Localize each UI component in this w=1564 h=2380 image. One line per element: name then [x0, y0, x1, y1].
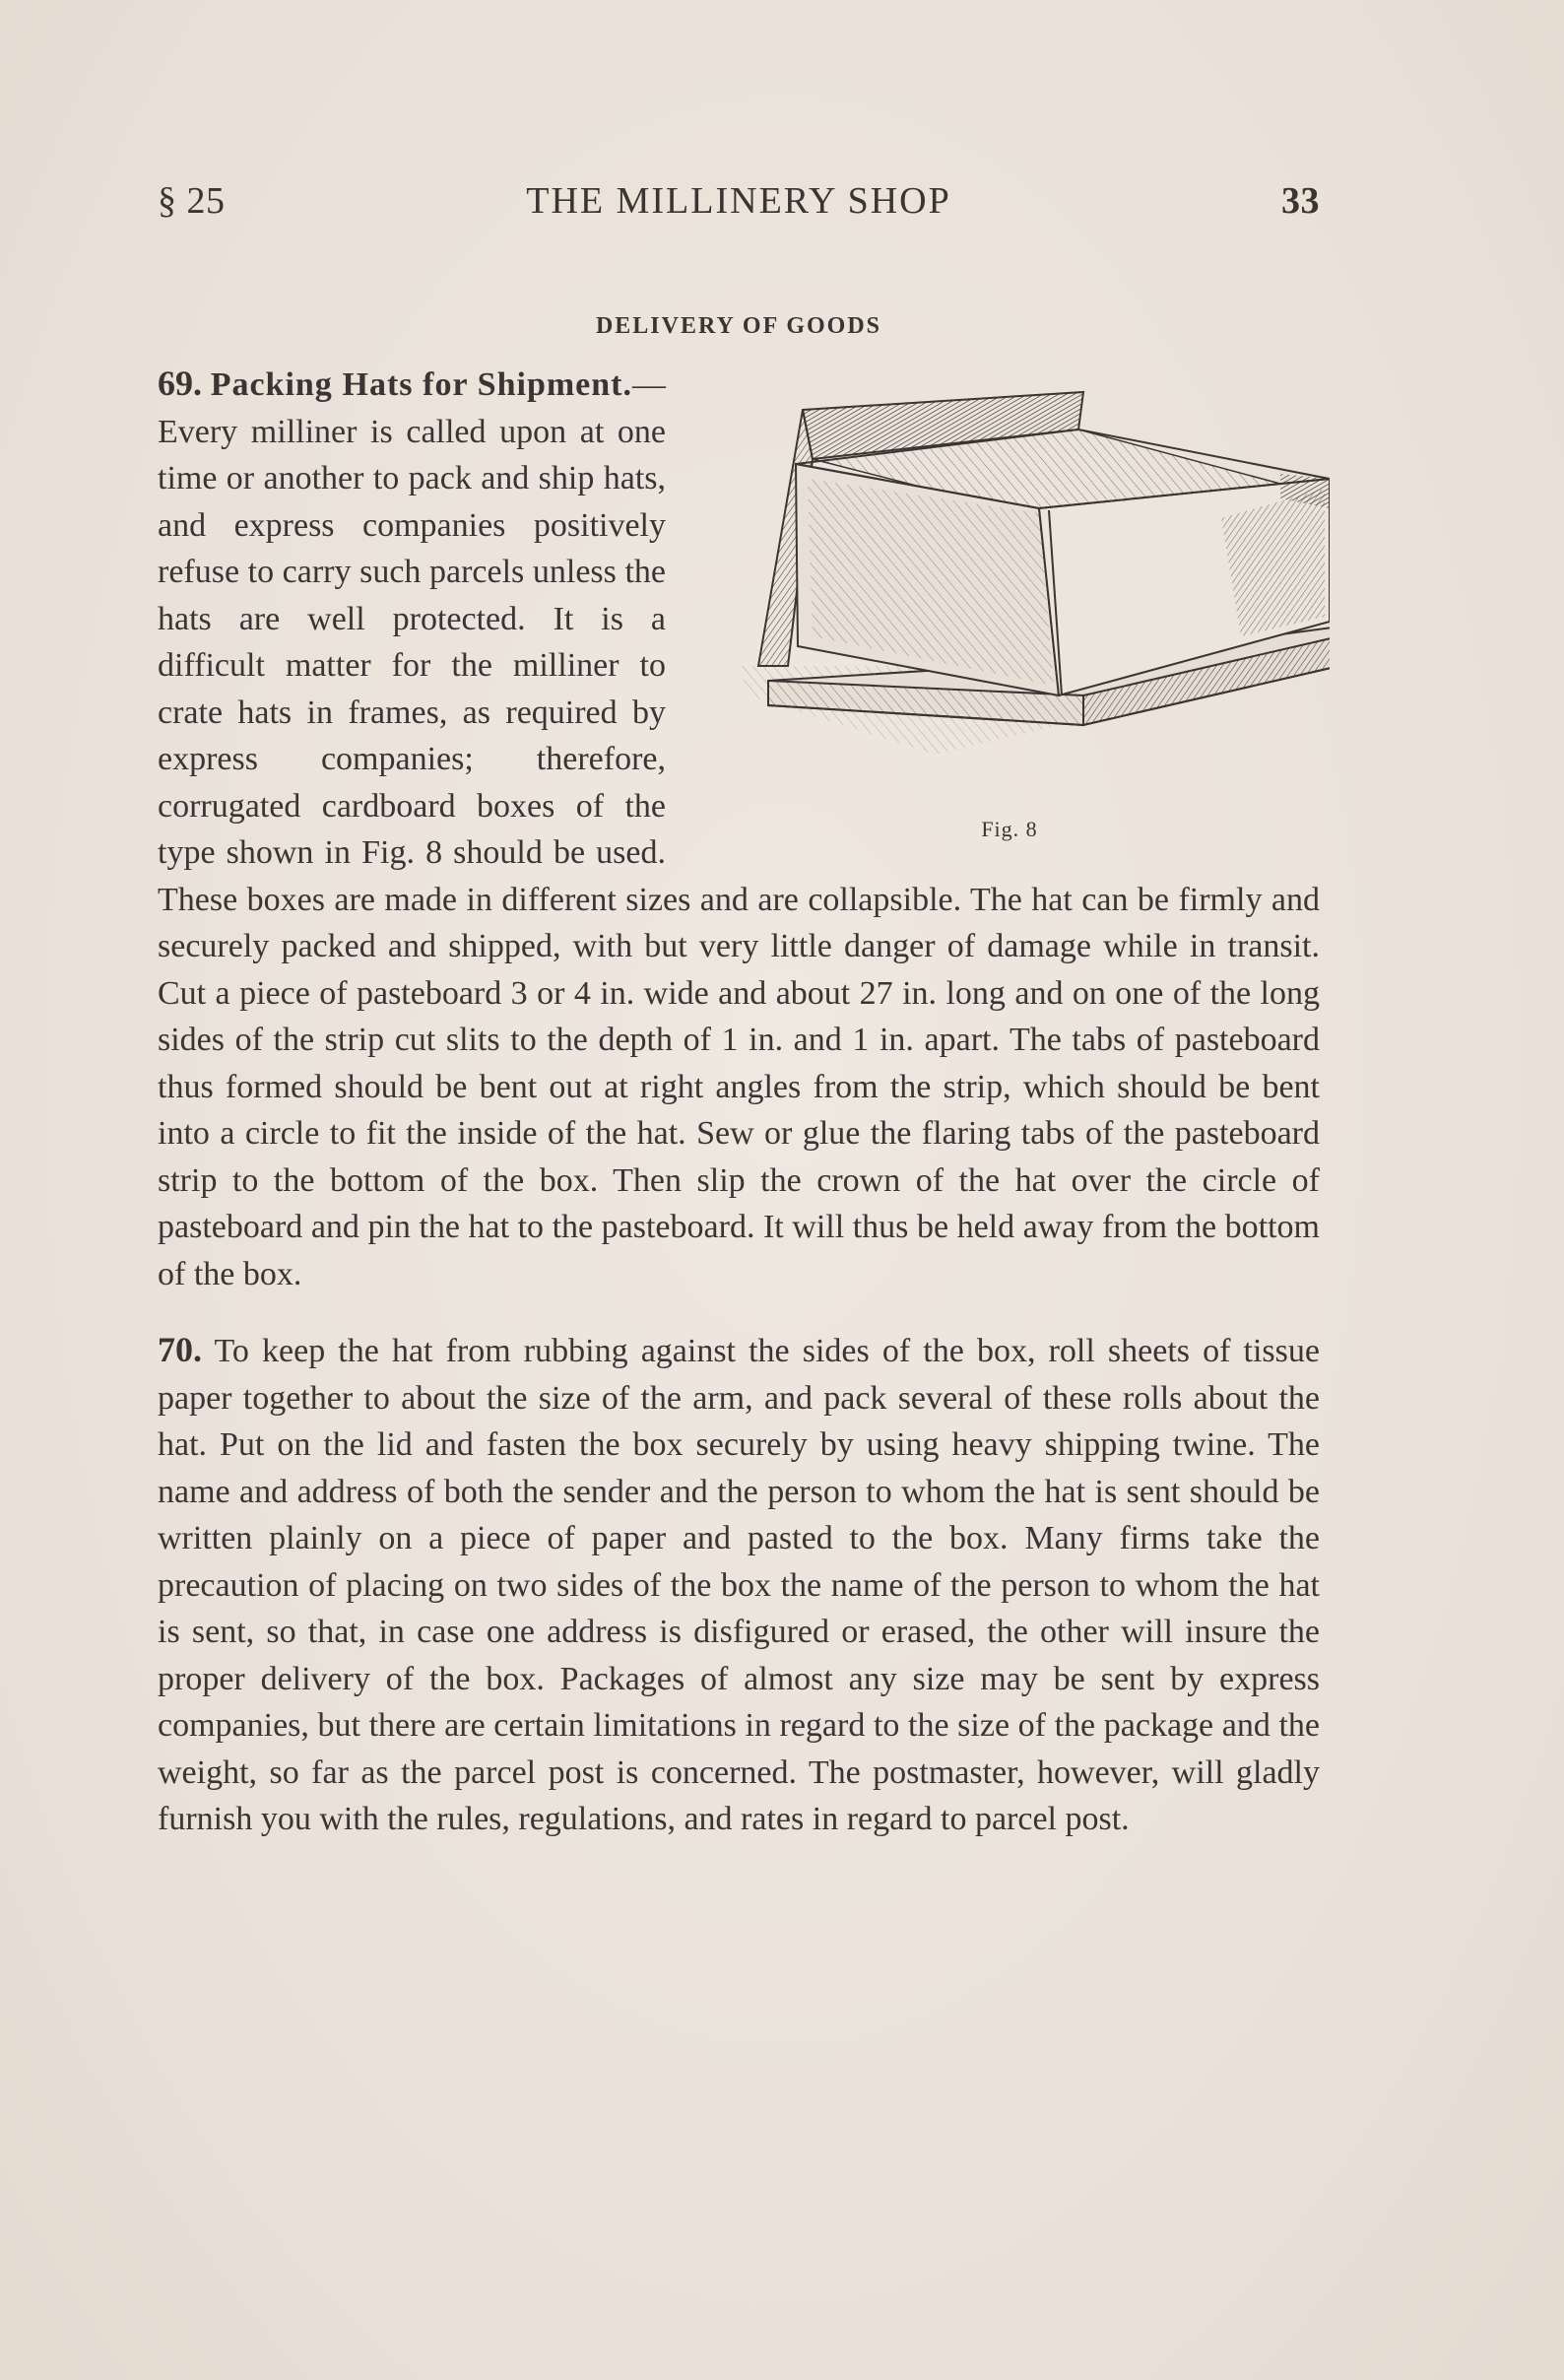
- body-text: [158, 361, 1320, 1843]
- figure-caption: Fig. 8: [981, 817, 1038, 841]
- paragraph-69: [158, 361, 1320, 1297]
- paragraph-text: —Every milliner is called upon at one time or another to pack and ship hats, and express companies positively refuse to carry such parcels unless the hats are well protected. It is a difficult matter for the milliner to crate hats in frames, as required by express companies; therefore, corrugated cardboard boxes of the type shown in Fig. 8 should be used. These boxes are made in different sizes and are collapsible. The hat can be firmly and securely packed and shipped, with but very little danger of damage while in transit. Cut a piece of pasteboard 3 or 4 in. wide and about 27 in. long and on one of the long sides of the strip cut slits to the depth of 1 in. and 1 in. apart. The tabs of pasteboard thus formed should be bent out at right angles from the strip, which should be bent into a circle to fit the inside of the hat. Sew or glue the flaring tabs of the pasteboard strip to the bottom of the box. Then slip the crown of the hat over the circle of pasteboard and pin the hat to the pasteboard. It will thus be held away from the bottom of the box.: [158, 366, 1320, 1292]
- page-number: 33: [1281, 180, 1320, 222]
- figure-8: [689, 370, 1330, 853]
- running-title: THE MILLINERY SHOP: [526, 180, 951, 222]
- section-number: § 25: [158, 180, 226, 222]
- paragraph-70: [158, 1327, 1320, 1843]
- paragraph-title: Packing Hats for Shipment.: [210, 366, 632, 403]
- paragraph-text: To keep the hat from rubbing against the sides of the box, roll sheets of tissue paper together to about the size of the arm, and pack several of these rolls about the hat. Put on the lid and fasten the box securely by using heavy shipping twine. The name and address of both the sender and the person to whom the hat is sent should be written plainly on a piece of paper and pasted to the box. Many firms take the precaution of placing on two sides of the box the name of the person to whom the hat is sent, so that, in case one address is disfigured or erased, the other will insure the proper delivery of the box. Packages of almost any size may be sent by express companies, but there are certain limitations in regard to the size of the package and the weight, so far as the parcel post is concerned. The postmaster, however, will gladly furnish you with the rules, regulations, and rates in regard to parcel post.: [158, 1333, 1320, 1837]
- running-header: [158, 179, 1320, 231]
- section-heading: DELIVERY OF GOODS: [595, 313, 882, 339]
- cardboard-box-illustration-icon: [689, 370, 1330, 804]
- paragraph-number: 70.: [158, 1330, 202, 1369]
- paragraph-number: 69.: [158, 364, 202, 403]
